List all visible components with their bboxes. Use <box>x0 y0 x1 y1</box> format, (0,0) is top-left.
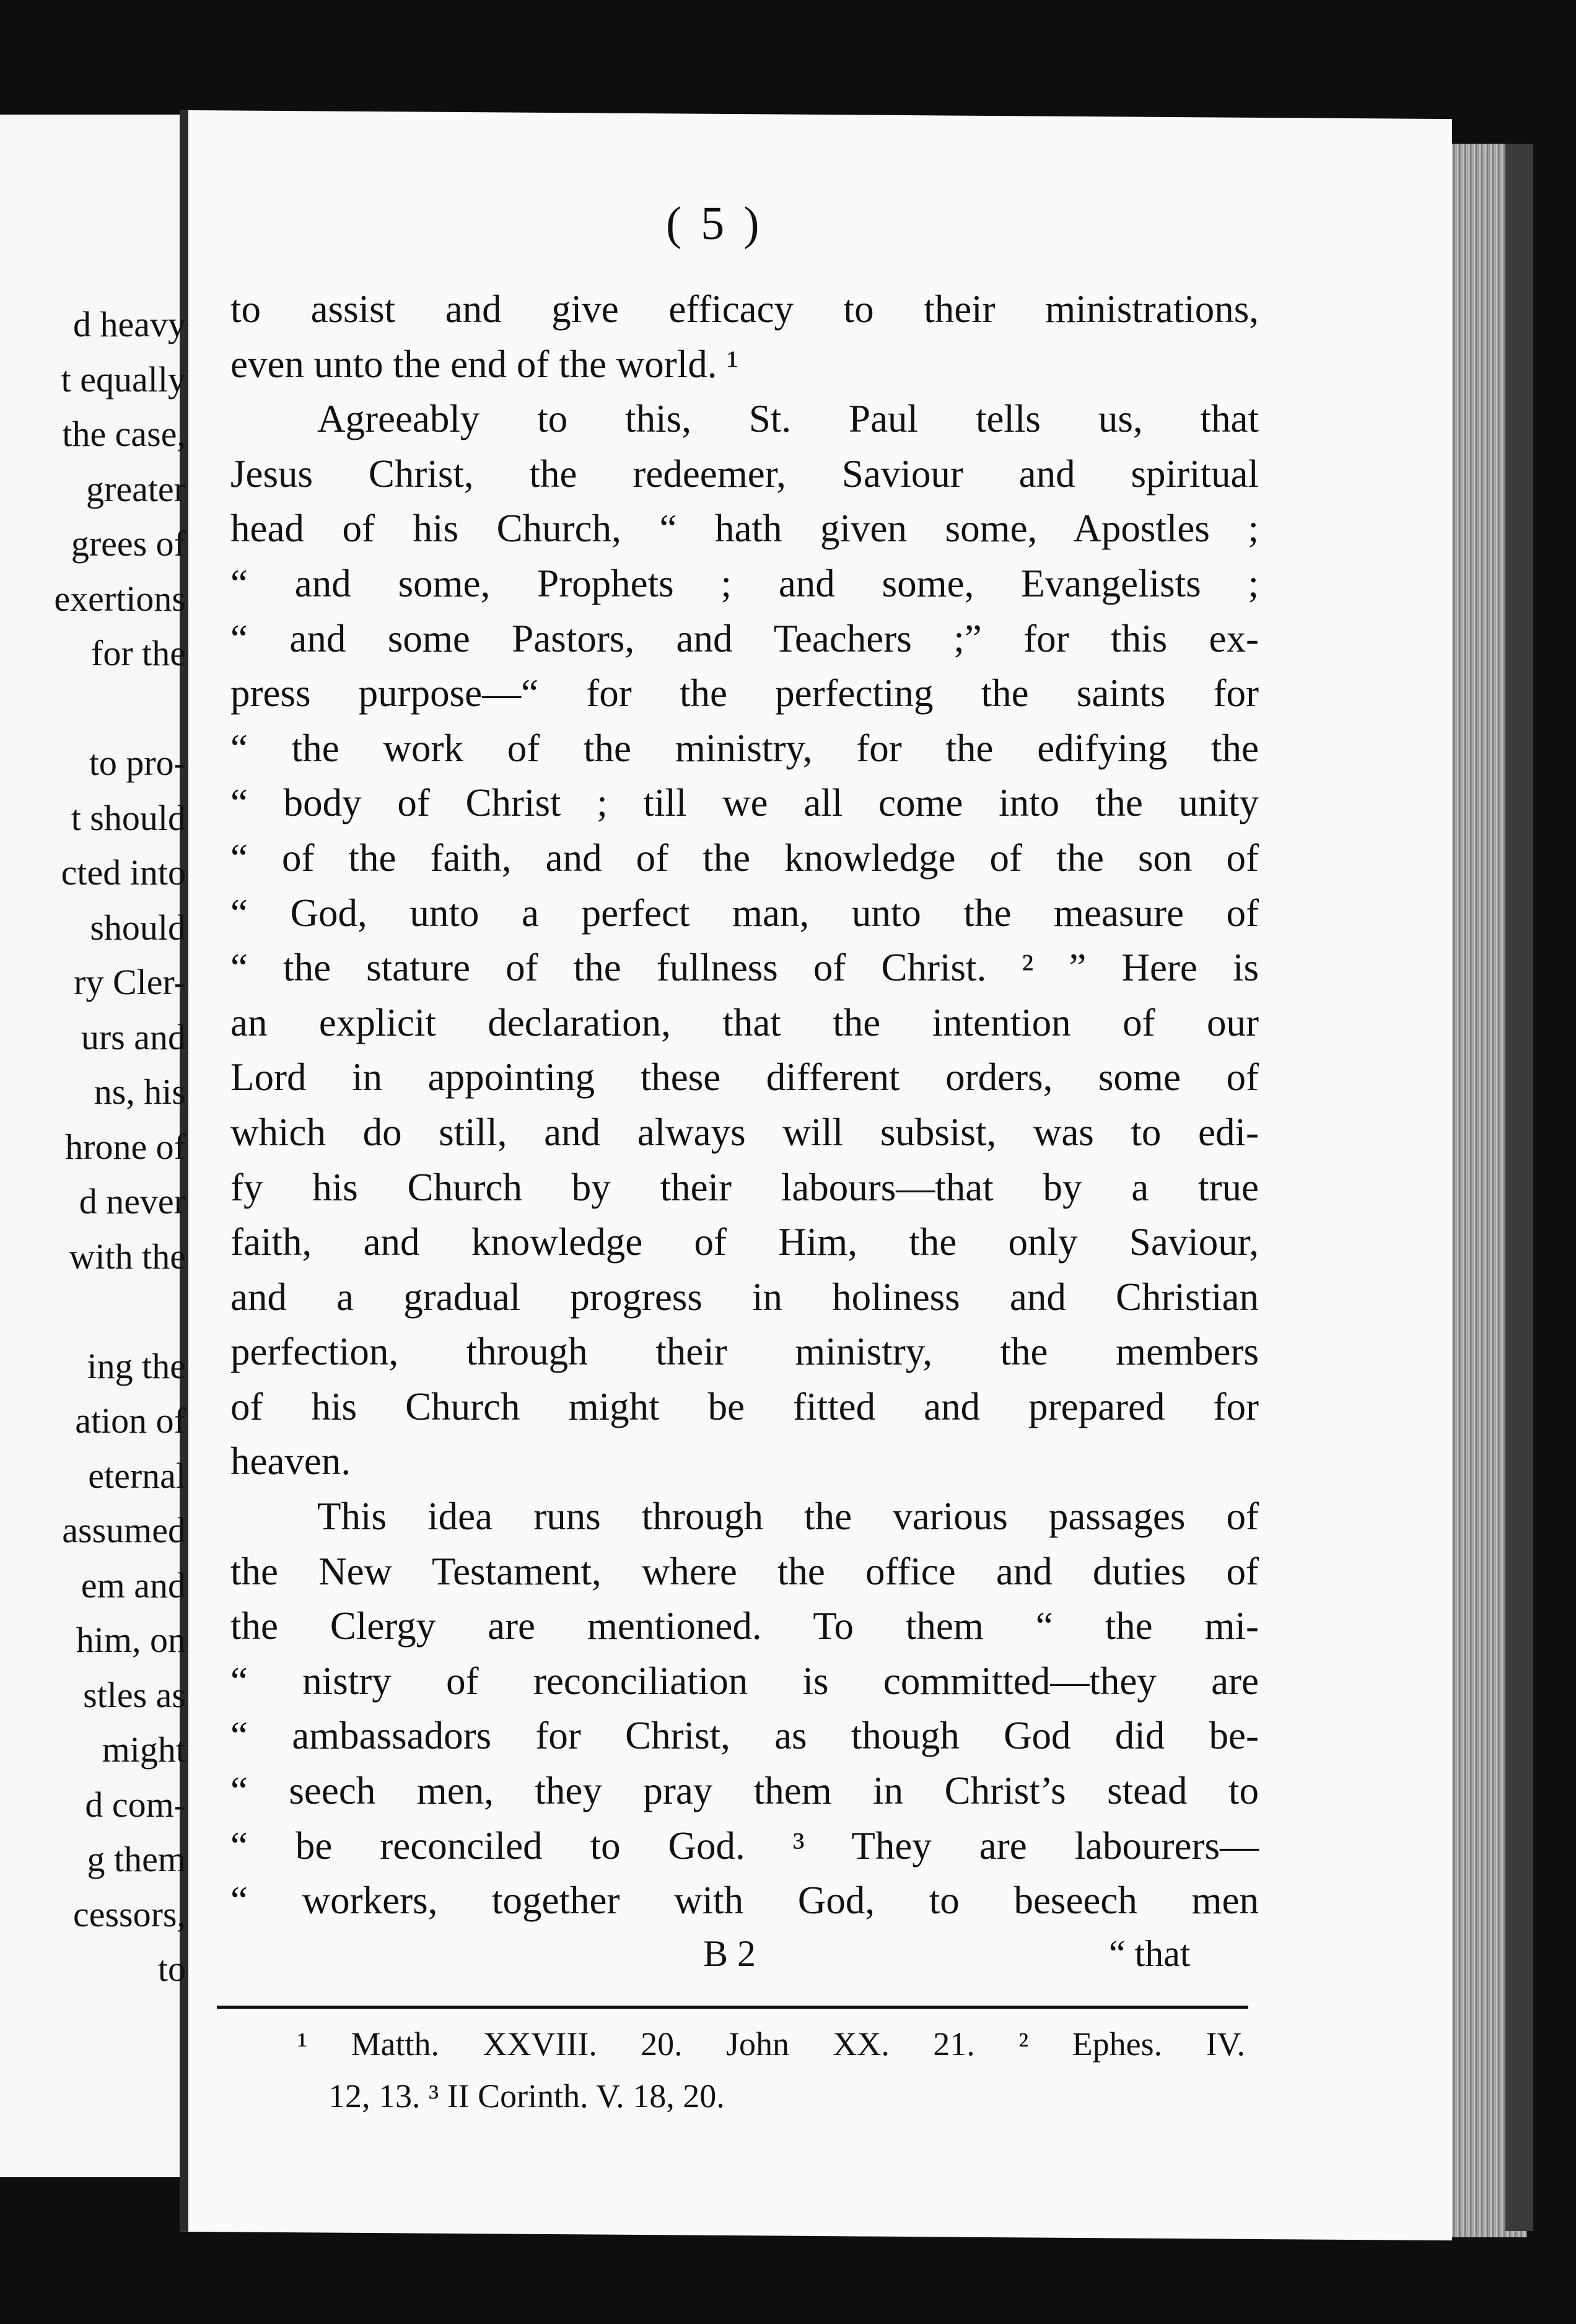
left-line <box>0 681 186 736</box>
text-line: This idea runs through the various passages of <box>317 1495 1259 1539</box>
footnote-rule <box>217 2006 1248 2009</box>
left-line: ing the <box>87 1345 186 1386</box>
left-line: ry Cler- <box>74 962 186 1002</box>
left-line: to pro- <box>89 743 186 783</box>
text-line: “ ambassadors for Christ, as though God did be- <box>230 1714 1259 1758</box>
left-line: em and <box>81 1565 186 1605</box>
text-line: “ the stature of the fullness of Christ. ² ” Here is <box>230 946 1259 990</box>
text-line: fy his Church by their labours—that by a true <box>230 1165 1259 1209</box>
text-line: “ God, unto a perfect man, unto the measure of <box>230 891 1259 935</box>
page-edge-shadow <box>1505 144 1533 2231</box>
text-line: “ the work of the ministry, for the edifying the <box>230 726 1259 770</box>
left-line: ation of <box>75 1400 186 1441</box>
text-line: press purpose—“ for the perfecting the saints for <box>230 671 1259 715</box>
left-line: assumed <box>62 1510 186 1550</box>
text-line: “ be reconciled to God. ³ They are labourers— <box>230 1824 1259 1868</box>
text-line: even unto the end of the world. ¹ <box>230 342 739 386</box>
left-line <box>0 1284 186 1339</box>
left-line: with the <box>69 1236 186 1277</box>
page-body-text <box>230 282 1259 1928</box>
left-line: hrone of <box>65 1126 186 1167</box>
text-line: an explicit declaration, that the intention of our <box>230 1000 1259 1044</box>
text-line: Jesus Christ, the redeemer, Saviour and spiritual <box>230 452 1259 496</box>
left-line: stles as <box>83 1674 186 1715</box>
left-line: greater <box>86 468 186 509</box>
text-line: the New Testament, where the office and duties of <box>230 1549 1259 1593</box>
text-line: to assist and give efficacy to their ministrations, <box>230 287 1259 331</box>
text-line: and a gradual progress in holiness and Christian <box>230 1275 1259 1319</box>
text-line: which do still, and always will subsist, was to edi- <box>230 1110 1259 1154</box>
text-line: “ nistry of reconciliation is committed—they are <box>230 1659 1259 1703</box>
left-line: might <box>102 1729 186 1770</box>
text-line: Lord in appointing these different orders, some of <box>230 1055 1259 1099</box>
text-line: head of his Church, “ hath given some, Apostles ; <box>230 507 1259 551</box>
left-line: should <box>90 907 186 948</box>
footnote-line: 12, 13. ³ II Corinth. V. 18, 20. <box>328 2077 725 2115</box>
left-line: d heavy <box>73 304 186 344</box>
signature-mark: B 2 <box>703 1933 756 1974</box>
footnotes <box>297 2018 1245 2122</box>
text-line: heaven. <box>230 1439 351 1483</box>
left-line: to <box>157 1949 186 1989</box>
left-line: d never <box>79 1181 186 1221</box>
left-line: urs and <box>81 1016 186 1057</box>
text-line: “ workers, together with God, to beseech men <box>230 1879 1259 1923</box>
left-line: eternal <box>88 1455 186 1496</box>
left-line: grees of <box>71 523 186 564</box>
left-line: d com- <box>85 1784 186 1825</box>
left-line: cessors, <box>72 1894 186 1934</box>
text-line: the Clergy are mentioned. To them “ the mi- <box>230 1604 1259 1648</box>
left-line: the case, <box>62 414 186 454</box>
text-line: of his Church might be fitted and prepared for <box>230 1384 1259 1428</box>
left-line: him, on <box>76 1620 186 1660</box>
left-page-text <box>0 297 186 1997</box>
page-number: ( 5 ) <box>666 198 763 250</box>
text-line: “ seech men, they pray them in Christ’s stead to <box>230 1769 1259 1813</box>
text-line: Agreeably to this, St. Paul tells us, that <box>317 397 1259 441</box>
catchword: “ that <box>1109 1933 1191 1974</box>
text-line: “ body of Christ ; till we all come into the unity <box>230 781 1259 825</box>
text-line: “ and some Pastors, and Teachers ;” for this ex- <box>230 616 1259 660</box>
left-line: exertions <box>54 578 186 619</box>
left-line: g them <box>87 1839 186 1879</box>
text-line: perfection, through their ministry, the members <box>230 1330 1259 1374</box>
footnote-line: ¹ Matth. XXVIII. 20. John XX. 21. ² Ephes. IV. <box>297 2025 1245 2063</box>
left-line: t should <box>71 797 186 838</box>
text-line: “ and some, Prophets ; and some, Evangelists ; <box>230 561 1259 605</box>
left-line: for the <box>91 633 186 673</box>
left-line: t equally <box>61 359 186 400</box>
text-line: “ of the faith, and of the knowledge of the son of <box>230 836 1259 880</box>
left-line: ns, his <box>94 1072 186 1112</box>
left-line: cted into <box>61 852 186 893</box>
text-line: faith, and knowledge of Him, the only Saviour, <box>230 1220 1259 1264</box>
